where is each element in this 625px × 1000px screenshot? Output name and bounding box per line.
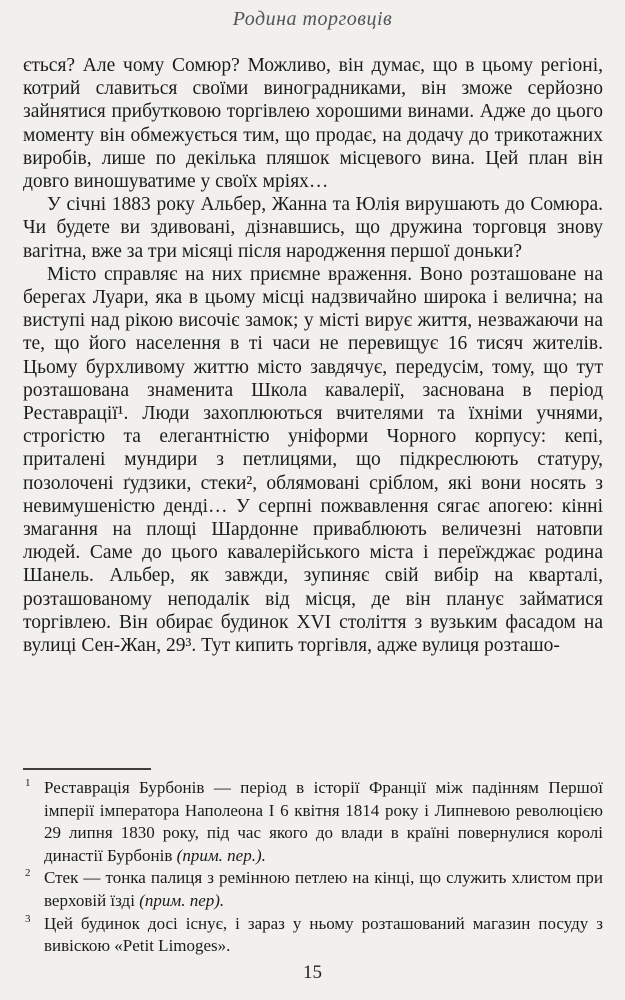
- page-number: 15: [303, 962, 322, 983]
- footnote-text-italic: (прим. пер.).: [176, 845, 266, 865]
- footnote-marker: 2: [25, 867, 31, 880]
- footnote-text: Стек — тонка палиця з ремінною петлею на кінці, що служить хлистом при верховій їзді: [44, 868, 603, 910]
- footnotes-list: [23, 777, 603, 958]
- footnote-separator: [23, 768, 151, 770]
- footnote-text-italic: (прим. пер).: [139, 890, 225, 910]
- footnote-marker: 3: [25, 912, 31, 925]
- footnote: [23, 867, 603, 912]
- footnote-text: Цей будинок досі існує, і зараз у ньому розташований магазин посуду з вивіскою «Petit Limoges».: [44, 913, 603, 956]
- footnote-marker: 1: [25, 777, 31, 789]
- footnotes-section: [23, 768, 603, 958]
- paragraph: У січні 1883 року Альбер, Жанна та Юлія вирушають до Сомюра. Чи будете ви здивовані, дізнавшись, що дружина торговця знову вагітна, вже за три місяці після народження першої доньки?: [23, 194, 603, 262]
- footnote: [23, 777, 603, 867]
- paragraph: Місто справляє на них приємне враження. Воно розташоване на берегах Луари, яка в цьому місці надзвичайно широка і велична; на виступі над рікою височіє замок; у місті вирує життя, незважаючи на те, що його населення в ті часи не перевищує 16 тисяч жителів. Цьому бурхливому життю місто завдячує, передусім, тому, що тут розташована знаменита Школа кавалерії, заснована в період Реставрації¹. Люди захоплюються вчителями та їхніми учнями, строгістю та елегантністю уніформи Чорного корпусу: кепі, приталені мундири з петлицями, що підкреслюють статуру, позолочені ґудзики, стеки², облямовані сріблом, які вони носять з невимушеністю денді… У серпні пожвавлення сягає апогею: кінні змагання на площі Шардонне приваблюють величезні натовпи людей. Саме до цього кавалерійського міста і переїжджає родина Шанель. Альбер, як завжди, зупиняє свій вибір на кварталі, розташованому неподалік від місця, де він планує займатися торгівлею. Він обирає будинок XVI століття з вузьким фасадом на вулиці Сен-Жан, 29³. Тут кипить торгівля, адже вулиця розташо-: [23, 263, 603, 657]
- body-text: [23, 54, 603, 657]
- running-header: Родина торговців: [232, 8, 393, 30]
- footnote-text: Реставрація Бурбонів — період в історії Франції між падінням Першої імперії імператора Наполеона I 6 квітня 1814 року і Липневою революцією 29 липня 1830 року, під час якого до влади в країні повернулися королі династії Бурбонів: [44, 778, 603, 865]
- paragraph: ється? Але чому Сомюр? Можливо, він думає, що в цьому регіоні, котрий славиться своїми виноградниками, він зможе серйозно зайнятися прибутковою торгівлею хорошими винами. Адже до цього моменту він обмежується тим, що продає, на додачу до трикотажних виробів, лише по декілька пляшок місцевого вина. Цей план він довго виношуватиме у своїх мріях…: [23, 55, 603, 193]
- footnote: [23, 913, 603, 958]
